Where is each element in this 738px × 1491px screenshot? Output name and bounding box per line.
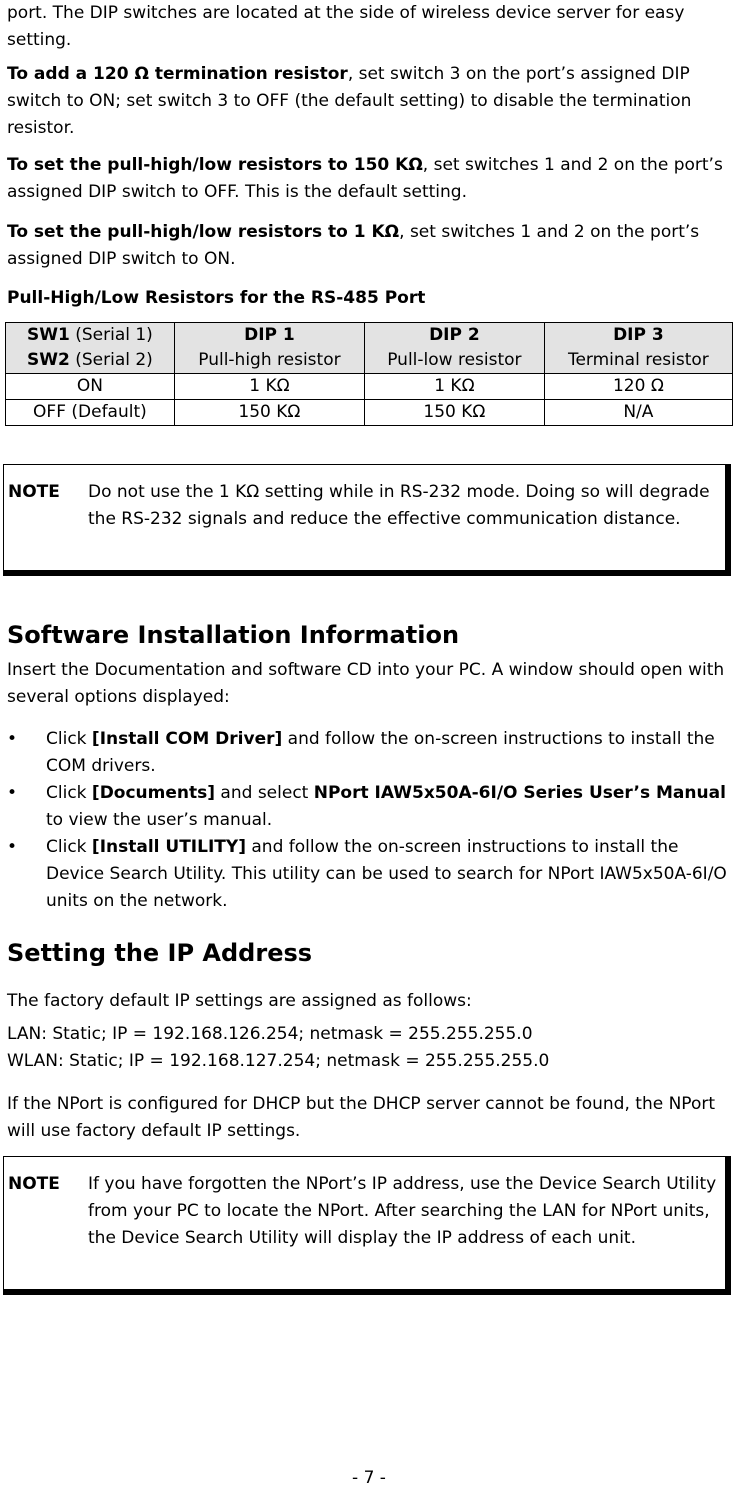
note-box-ip — [3, 1156, 731, 1295]
table-row — [6, 400, 733, 426]
header-dip1 — [174, 323, 364, 374]
termination-paragraph — [7, 61, 733, 142]
page-number: - 7 - — [352, 1468, 386, 1488]
termination-text: , set switch 3 on the port’s assigned DIP switch to ON; set switch 3 to OFF (the default setting) to disable the termination resistor. — [7, 64, 692, 138]
software-intro: Insert the Documentation and software CD into your PC. A window should open with several options displayed: — [7, 660, 725, 707]
header-dip3-title: DIP 3 — [613, 325, 664, 345]
bullet-text: and select — [215, 783, 314, 803]
pull1k-heading: To set the pull-high/low resistors to 1 KΩ — [7, 222, 400, 242]
note-box-rs232 — [3, 464, 731, 576]
table-cell: ON — [6, 374, 175, 400]
header-dip2 — [365, 323, 545, 374]
table-row — [6, 374, 733, 400]
documents-label: [Documents] — [91, 783, 216, 803]
termination-heading: To add a 120 Ω termination resistor — [7, 64, 348, 84]
software-bullet-list — [7, 726, 733, 915]
bullet-text: Click — [46, 837, 92, 857]
header-dip1-title: DIP 1 — [244, 325, 295, 345]
pull1k-text: , set switches 1 and 2 on the port’s assigned DIP switch to ON. — [7, 222, 700, 269]
list-item — [7, 834, 733, 915]
pull150-text: , set switches 1 and 2 on the port’s assigned DIP switch to OFF. This is the default setting. — [7, 155, 723, 202]
table-cell: 120 Ω — [544, 374, 732, 400]
bullet-text: Click — [46, 783, 92, 803]
table-cell: 1 KΩ — [365, 374, 545, 400]
bullet-icon: • — [7, 729, 18, 749]
intro-paragraph — [7, 0, 733, 54]
header-dip3-sub: Terminal resistor — [567, 350, 709, 370]
bullet-icon: • — [7, 837, 18, 857]
header-dip1-sub: Pull-high resistor — [198, 350, 341, 370]
pull150-heading: To set the pull-high/low resistors to 150 KΩ — [7, 155, 423, 175]
list-item — [7, 726, 733, 780]
ip-dhcp: If the NPort is configured for DHCP but the DHCP server cannot be found, the NPort will use factory default IP settings. — [7, 1094, 715, 1141]
bullet-text: Click — [46, 729, 92, 749]
table-cell: N/A — [544, 400, 732, 426]
pull150-paragraph — [7, 152, 733, 206]
header-sw1: SW1 — [27, 325, 70, 345]
ip-intro: The factory default IP settings are assigned as follows: — [7, 991, 472, 1011]
table-header-row — [6, 323, 733, 374]
header-sw — [6, 323, 175, 374]
resistor-table — [5, 322, 733, 426]
header-dip2-title: DIP 2 — [429, 325, 480, 345]
pull1k-paragraph — [7, 219, 733, 273]
ip-heading: Setting the IP Address — [7, 939, 313, 967]
software-heading: Software Installation Information — [7, 621, 460, 649]
note-text: Do not use the 1 KΩ setting while in RS-232 mode. Doing so will degrade the RS-232 signals and reduce the effective communication distance. — [88, 482, 710, 529]
list-item — [7, 780, 733, 834]
install-utility-label: [Install UTILITY] — [91, 837, 246, 857]
header-serial1: (Serial 1) — [69, 325, 153, 345]
table-caption: Pull-High/Low Resistors for the RS-485 Port — [7, 288, 426, 308]
intro-text: port. The DIP switches are located at the side of wireless device server for easy setting. — [7, 3, 685, 50]
bullet-text: and follow the on-screen instructions to install the COM drivers. — [46, 729, 715, 776]
ip-lan: LAN: Static; IP = 192.168.126.254; netmask = 255.255.255.0 — [7, 1024, 533, 1044]
note-label: NOTE — [8, 1174, 60, 1194]
header-serial2: (Serial 2) — [69, 350, 153, 370]
table-cell: OFF (Default) — [6, 400, 175, 426]
header-dip2-sub: Pull-low resistor — [387, 350, 522, 370]
note-label: NOTE — [8, 482, 60, 502]
bullet-text: and follow the on-screen instructions to install the Device Search Utility. This utility can be used to search for NPort IAW5x50A-6I/O units on the network. — [46, 837, 727, 911]
table-cell: 1 KΩ — [174, 374, 364, 400]
note-text: If you have forgotten the NPort’s IP address, use the Device Search Utility from your PC to locate the NPort. After searching the LAN for NPort units, the Device Search Utility will display the IP address of each unit. — [88, 1174, 717, 1248]
ip-wlan: WLAN: Static; IP = 192.168.127.254; netmask = 255.255.255.0 — [7, 1051, 550, 1071]
bullet-text: to view the user’s manual. — [46, 810, 273, 830]
table-cell: 150 KΩ — [174, 400, 364, 426]
table-cell: 150 KΩ — [365, 400, 545, 426]
header-sw2: SW2 — [27, 350, 70, 370]
header-dip3 — [544, 323, 732, 374]
user-manual-title: NPort IAW5x50A-6I/O Series User’s Manual — [313, 783, 726, 803]
install-com-driver-label: [Install COM Driver] — [91, 729, 283, 749]
bullet-icon: • — [7, 783, 18, 803]
